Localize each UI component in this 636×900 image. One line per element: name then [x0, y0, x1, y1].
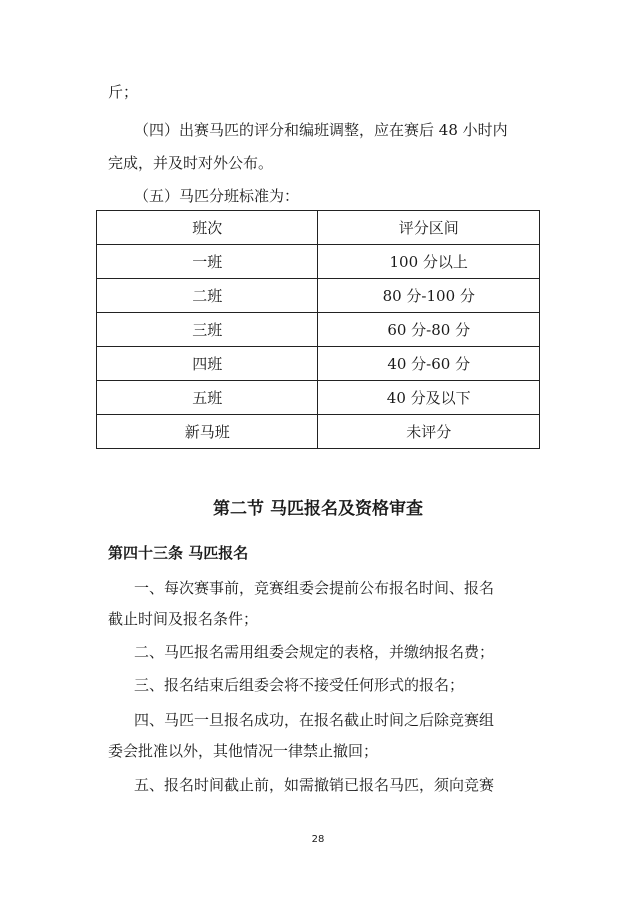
page-number: 28 — [311, 834, 325, 845]
table-cell-class: 五班 — [97, 381, 318, 415]
table-cell-class: 一班 — [97, 245, 318, 279]
article-title: 第四十三条 马匹报名 — [108, 544, 249, 562]
table-cell-range: 40 分及以下 — [318, 381, 540, 415]
table-cell-class: 三班 — [97, 313, 318, 347]
header-class: 班次 — [97, 211, 318, 245]
body-line-p1a: 一、每次赛事前，竞赛组委会提前公布报名时间、报名 — [134, 579, 495, 597]
table-header-row — [97, 211, 540, 245]
table-row — [97, 279, 540, 313]
table-cell-class: 二班 — [97, 279, 318, 313]
text-line-1: （四）出赛马匹的评分和编班调整，应在赛后 48 小时内 — [134, 121, 508, 139]
text-line-3: （五）马匹分班标准为： — [134, 187, 300, 205]
table-cell-range: 未评分 — [318, 415, 540, 449]
table-cell-range: 100 分以上 — [318, 245, 540, 279]
table-cell-range: 60 分-80 分 — [318, 313, 540, 347]
body-line-p3: 三、报名结束后组委会将不接受任何形式的报名； — [134, 676, 465, 694]
table-cell-range: 80 分-100 分 — [318, 279, 540, 313]
text-line-2: 完成，并及时对外公布。 — [108, 154, 274, 172]
table-cell-class: 新马班 — [97, 415, 318, 449]
table-cell-class: 四班 — [97, 347, 318, 381]
class-standard-table — [96, 210, 540, 449]
body-line-p5: 五、报名时间截止前，如需撤销已报名马匹，须向竞赛 — [134, 776, 495, 794]
body-line-p4b: 委会批准以外，其他情况一律禁止撤回； — [108, 742, 379, 760]
table-row — [97, 245, 540, 279]
table-row — [97, 415, 540, 449]
text-line-0: 斤； — [108, 83, 139, 101]
header-score-range: 评分区间 — [318, 211, 540, 245]
table-row — [97, 313, 540, 347]
body-line-p1b: 截止时间及报名条件； — [108, 610, 259, 628]
table-row — [97, 381, 540, 415]
table-cell-range: 40 分-60 分 — [318, 347, 540, 381]
section-title: 第二节 马匹报名及资格审查 — [213, 499, 423, 519]
body-line-p2: 二、马匹报名需用组委会规定的表格，并缴纳报名费； — [134, 643, 495, 661]
body-line-p4a: 四、马匹一旦报名成功，在报名截止时间之后除竞赛组 — [134, 711, 495, 729]
table-row — [97, 347, 540, 381]
